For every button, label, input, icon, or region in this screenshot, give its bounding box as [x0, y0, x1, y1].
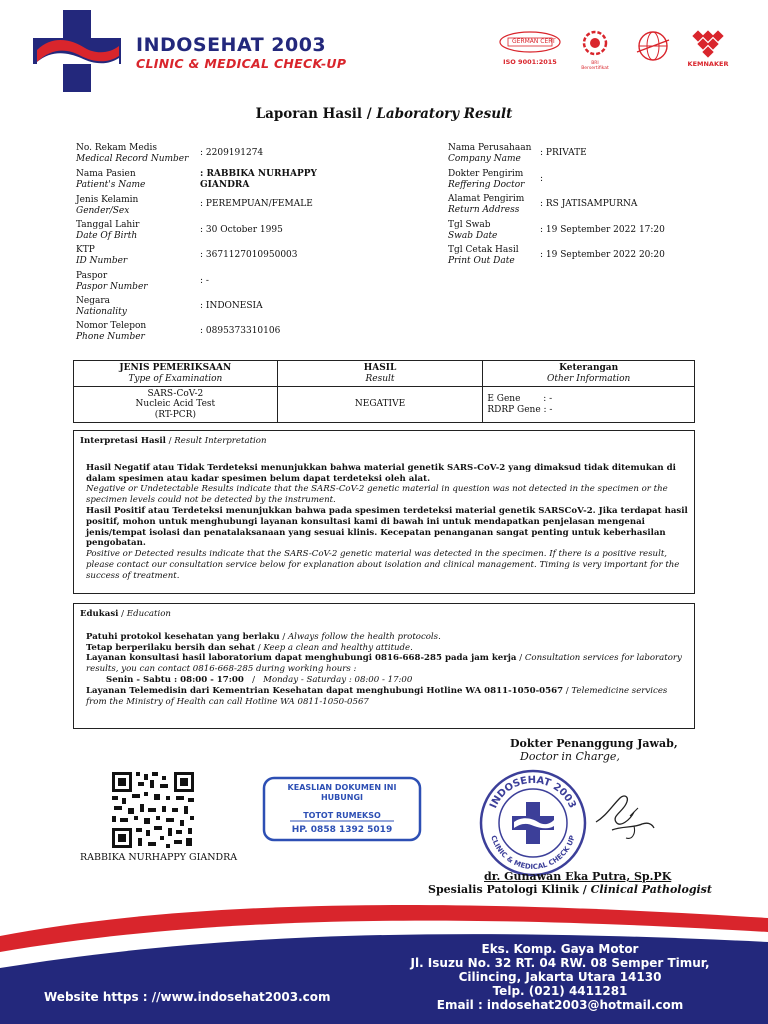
interpretation-heading: Interpretasi Hasil / Result Interpretation — [80, 436, 267, 446]
doctor-in-charge-label-en: Doctor in Charge, — [520, 750, 620, 763]
patient-value-mrn: : 2209191274 — [200, 148, 264, 158]
patient-field-phone: Nomor Telepon Phone Number — [76, 321, 147, 342]
education-line-3: Layanan konsultasi hasil laboratorium dapat menghubungi 0816-668-285 pada jam kerja / Consultation services for laboratory results, you can contact 0816-668-285 during working hours : — [86, 653, 682, 675]
positive-meaning-en: Positive or Detected results indicate that the SARS-CoV-2 genetic material was detected in the specimen. If there is a positive result, please contact our consultation service below for explanation about isolation and clinical management. Timing is very important for the success of treatment. — [86, 549, 680, 581]
negative-meaning-id: Hasil Negatif atau Tidak Terdeteksi menunjukkan bahwa material genetik SARS-CoV-2 yang dimaksud tidak ditemukan di dalam spesimen atau kadar spesimen belum dapat terdeteksi oleh alat. — [86, 462, 676, 484]
company-value-name: : PRIVATE — [540, 148, 587, 158]
company-value-address: : RS JATISAMPURNA — [540, 199, 638, 209]
clinic-address: Eks. Komp. Gaya Motor Jl. Isuzu No. 32 RT. 04 RW. 08 Semper Timur, Cilincing, Jakarta Utara 14130 Telp. (021) 4411281 Email : indosehat2003@hotmail.com — [410, 942, 710, 1012]
positive-meaning-id: Hasil Positif atau Terdeteksi menunjukkan bahwa pada spesimen terdeteksi material genetik SARSCoV-2. Jika terdapat hasil positif, mohon untuk menghubungi layanan konsultasi kami di bawah ini untuk mendapatkan penjelasan mengenai jenis/tempat isolasi dan penatalaksanaan yang sesuai klinis. Kecepatan penanganan sangat penting untuk keberhasilan pengobatan. — [86, 505, 688, 549]
patient-value-phone: : 0895373310106 — [200, 326, 281, 336]
patient-field-dob: Tanggal Lahir Date Of Birth — [76, 220, 140, 241]
education-line-4: Layanan Telemedisin dari Kementrian Kesehatan dapat menghubungi Hotline WA 0811-1050-0567 / Telemedicine services from the Ministry of Health can call Hotline WA 0811-1050-0567 — [86, 685, 668, 707]
report-title: Laporan Hasil / Laboratory Result — [255, 106, 513, 122]
patient-field-nationality: Negara Nationality — [76, 296, 127, 317]
sii-cert-icon: BRI Bersertifikat — [578, 30, 612, 74]
german-cert-badge: GERMAN CERT ISO 9001:2015 — [498, 30, 562, 74]
svg-text:TOTOT RUMEKSO: TOTOT RUMEKSO — [303, 811, 381, 820]
svg-text:KEASLIAN DOKUMEN INI: KEASLIAN DOKUMEN INI — [287, 783, 397, 792]
patient-value-dob: : 30 October 1995 — [200, 225, 283, 235]
brand-name: INDOSEHAT 2003 — [136, 34, 327, 56]
patient-value-ktp: : 3671127010950003 — [200, 250, 298, 260]
doctor-specialty: Spesialis Patologi Klinik / Clinical Pathologist — [428, 883, 712, 896]
col-result-header: HASIL Result — [277, 361, 483, 387]
examination-cell: SARS-CoV-2 Nucleic Acid Test (RT-PCR) — [74, 387, 278, 423]
company-field-name: Nama Perusahaan Company Name — [448, 143, 532, 164]
company-value-doctor: : — [540, 174, 544, 184]
company-value-print: : 19 September 2022 20:20 — [540, 250, 665, 260]
company-field-swab: Tgl Swab Swab Date — [448, 220, 498, 241]
patient-field-ktp: KTP ID Number — [76, 245, 128, 266]
clinic-seal — [478, 768, 588, 878]
company-field-print: Tgl Cetak Hasil Print Out Date — [448, 245, 519, 266]
doctor-name: dr. Gunawan Eka Putra, Sp.PK — [484, 870, 672, 883]
interpretation-box — [73, 430, 695, 594]
patient-value-name: : RABBIKA NURHAPPY GIANDRA — [200, 169, 317, 190]
patient-value-passport: : - — [200, 276, 209, 286]
svg-text:HP. 0858 1392 5019: HP. 0858 1392 5019 — [291, 825, 393, 835]
indosehat-cross-logo — [33, 10, 121, 92]
working-hours: Senin - Sabtu : 08:00 - 17:00 / Monday - Saturday : 08:00 - 17:00 — [106, 674, 413, 685]
svg-text:HUBUNGI: HUBUNGI — [320, 793, 364, 802]
globe-cert-icon — [633, 30, 673, 74]
results-table — [73, 360, 695, 423]
brand-tagline: CLINIC & MEDICAL CHECK-UP — [136, 56, 347, 71]
website-link[interactable]: Website https : //www.indosehat2003.com — [44, 990, 331, 1004]
kemnaker-logo: KEMNAKER — [684, 30, 732, 74]
education-box — [73, 603, 695, 729]
company-value-swab: : 19 September 2022 17:20 — [540, 225, 665, 235]
results-header-row — [74, 361, 695, 387]
patient-field-name: Nama Pasien Patient's Name — [76, 169, 146, 190]
education-line-1: Patuhi protokol kesehatan yang berlaku / Always follow the health protocols. — [86, 631, 441, 642]
patient-field-passport: Paspor Paspor Number — [76, 271, 148, 292]
result-cell: NEGATIVE — [277, 387, 483, 423]
svg-text:INDOSEHAT 2003: INDOSEHAT 2003 — [488, 774, 578, 811]
patient-value-nationality: : INDONESIA — [200, 301, 263, 311]
qr-code — [110, 770, 196, 850]
col-examination-header: JENIS PEMERIKSAAN Type of Examination — [74, 361, 278, 387]
company-field-doctor: Dokter Pengirim Reffering Doctor — [448, 169, 525, 190]
patient-value-gender: : PEREMPUAN/FEMALE — [200, 199, 313, 209]
negative-meaning-en: Negative or Undetectable Results indicate that the SARS-CoV-2 genetic material in question was not detected in the specimen or the specimen levels could not be detected by the instrument. — [86, 484, 668, 506]
doctor-signature — [590, 786, 660, 846]
header — [0, 0, 768, 100]
col-other-header: Keterangan Other Information — [483, 361, 695, 387]
company-field-address: Alamat Pengirim Return Address — [448, 194, 525, 215]
other-info-cell: E Gene : - RDRP Gene : - — [483, 387, 695, 423]
patient-field-gender: Jenis Kelamin Gender/Sex — [76, 195, 139, 216]
table-row — [74, 387, 695, 423]
qr-patient-name: RABBIKA NURHAPPY GIANDRA — [80, 852, 238, 863]
svg-text:CLINIC & MEDICAL CHECK UP: CLINIC & MEDICAL CHECK UP — [489, 834, 577, 872]
education-line-2: Tetap berperilaku bersih dan sehat / Keep a clean and healthy attitude. — [86, 642, 413, 653]
patient-field-mrn: No. Rekam Medis Medical Record Number — [76, 143, 189, 164]
doctor-in-charge-label: Dokter Penanggung Jawab, — [510, 737, 678, 750]
education-heading: Edukasi / Education — [80, 609, 171, 619]
authenticity-stamp — [262, 776, 422, 842]
